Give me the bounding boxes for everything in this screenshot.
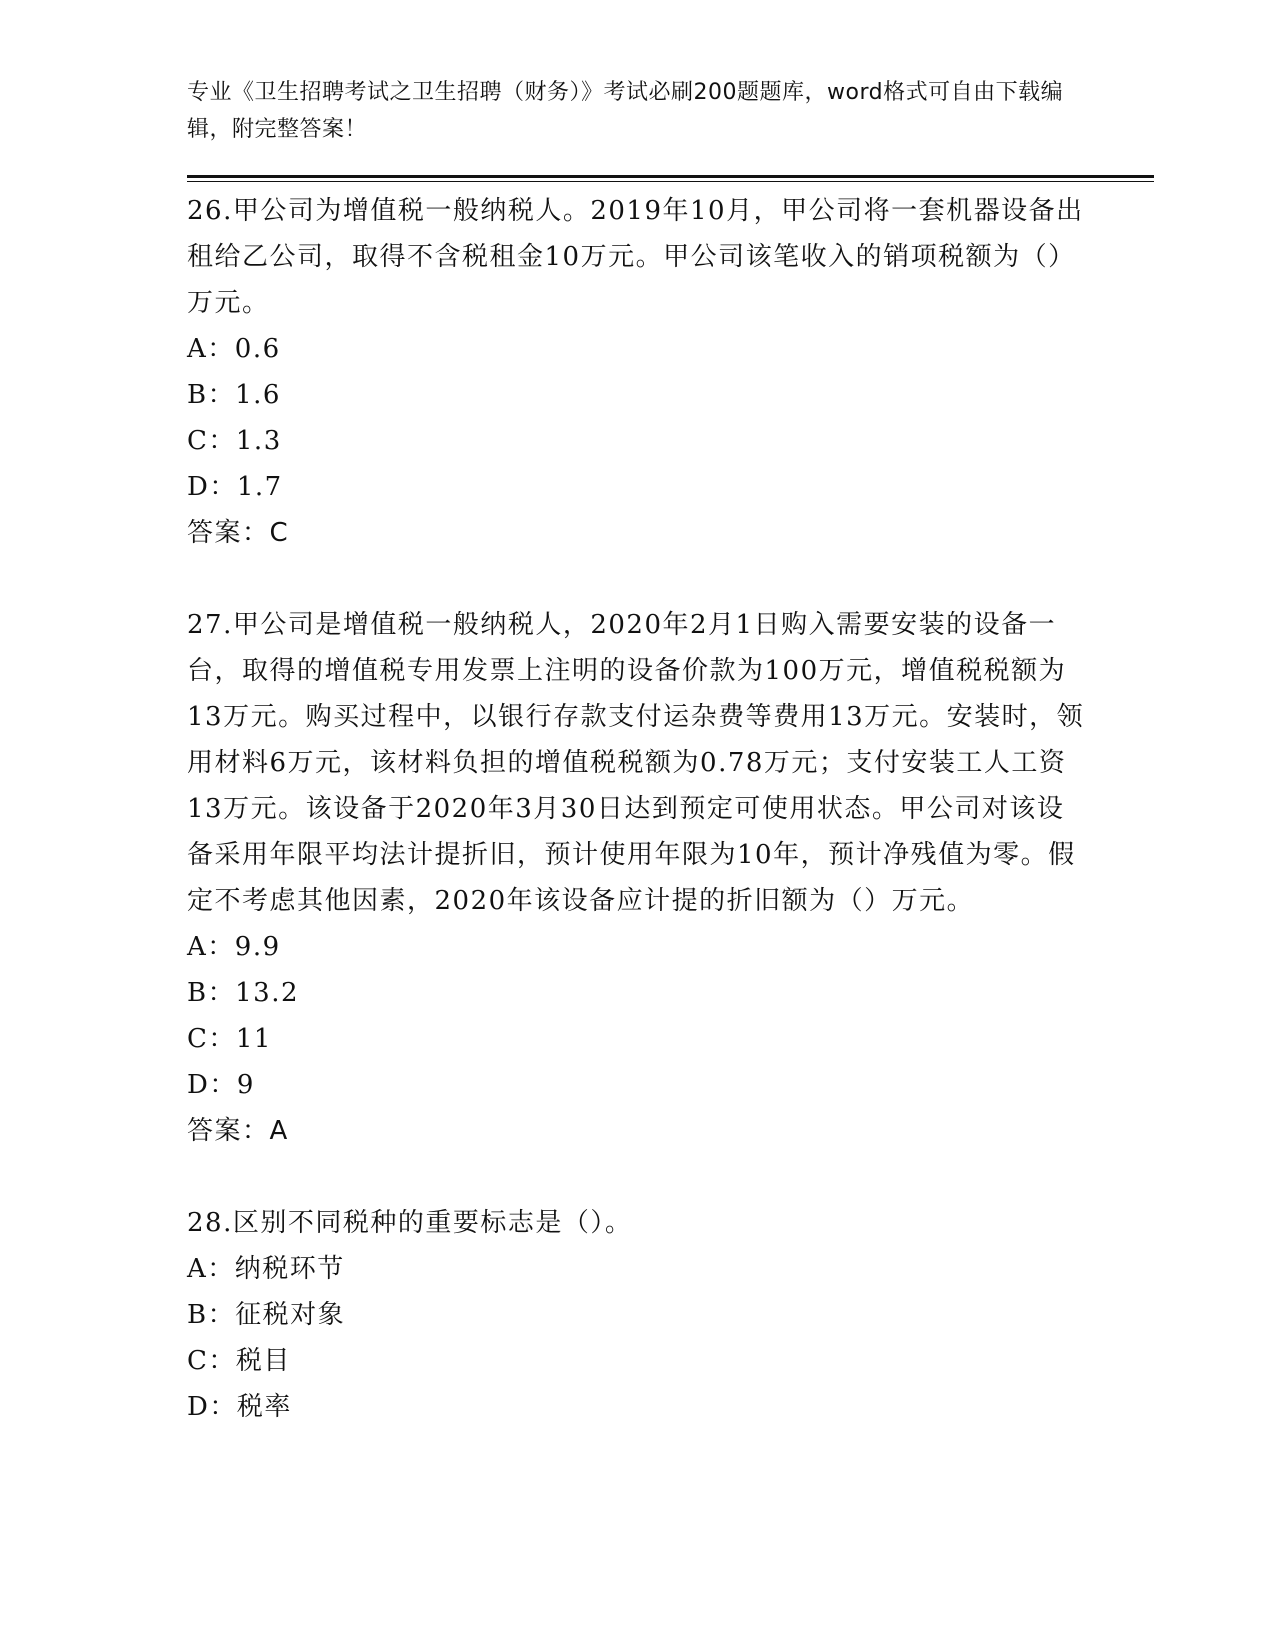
spacer <box>187 556 1087 602</box>
answer: 答案：C <box>187 518 290 548</box>
question-stem: 28.区别不同税种的重要标志是（）。 <box>187 1208 633 1238</box>
document-header: 专业《卫生招聘考试之卫生招聘（财务）》考试必刷200题题库，word格式可自由下载编辑，附完整答案！ <box>187 80 1064 142</box>
header-divider <box>187 175 1154 178</box>
question-list <box>187 188 1087 1430</box>
option-a: A：纳税环节 <box>187 1254 345 1284</box>
question-stem: 26.甲公司为增值税一般纳税人。2019年10月，甲公司将一套机器设备出租给乙公司，取得不含税租金10万元。甲公司该笔收入的销项税额为（）万元。 <box>187 196 1084 318</box>
option-d: D：税率 <box>187 1392 292 1422</box>
option-d: D：9 <box>187 1070 255 1100</box>
option-a: A：0.6 <box>187 334 281 364</box>
option-b: B：征税对象 <box>187 1300 346 1330</box>
answer: 答案：A <box>187 1116 289 1146</box>
header-divider-thin <box>187 181 1154 182</box>
question-26 <box>187 188 1087 556</box>
option-c: C：税目 <box>187 1346 291 1376</box>
option-b: B：13.2 <box>187 978 299 1008</box>
option-c: C：1.3 <box>187 426 282 456</box>
question-28 <box>187 1200 1087 1430</box>
question-stem: 27.甲公司是增值税一般纳税人，2020年2月1日购入需要安装的设备一台，取得的增值税专用发票上注明的设备价款为100万元，增值税税额为13万元。购买过程中，以银行存款支付运杂费等费用13万元。安装时，领用材料6万元，该材料负担的增值税税额为0.78万元；支付安装工人工资13万元。该设备于2020年3月30日达到预定可使用状态。甲公司对该设备采用年限平均法计提折旧，预计使用年限为10年，预计净残值为零。假定不考虑其他因素，2020年该设备应计提的折旧额为（）万元。 <box>187 610 1085 916</box>
option-b: B：1.6 <box>187 380 281 410</box>
option-d: D：1.7 <box>187 472 283 502</box>
option-a: A：9.9 <box>187 932 281 962</box>
spacer <box>187 1154 1087 1200</box>
question-27 <box>187 602 1087 1154</box>
option-c: C：11 <box>187 1024 272 1054</box>
